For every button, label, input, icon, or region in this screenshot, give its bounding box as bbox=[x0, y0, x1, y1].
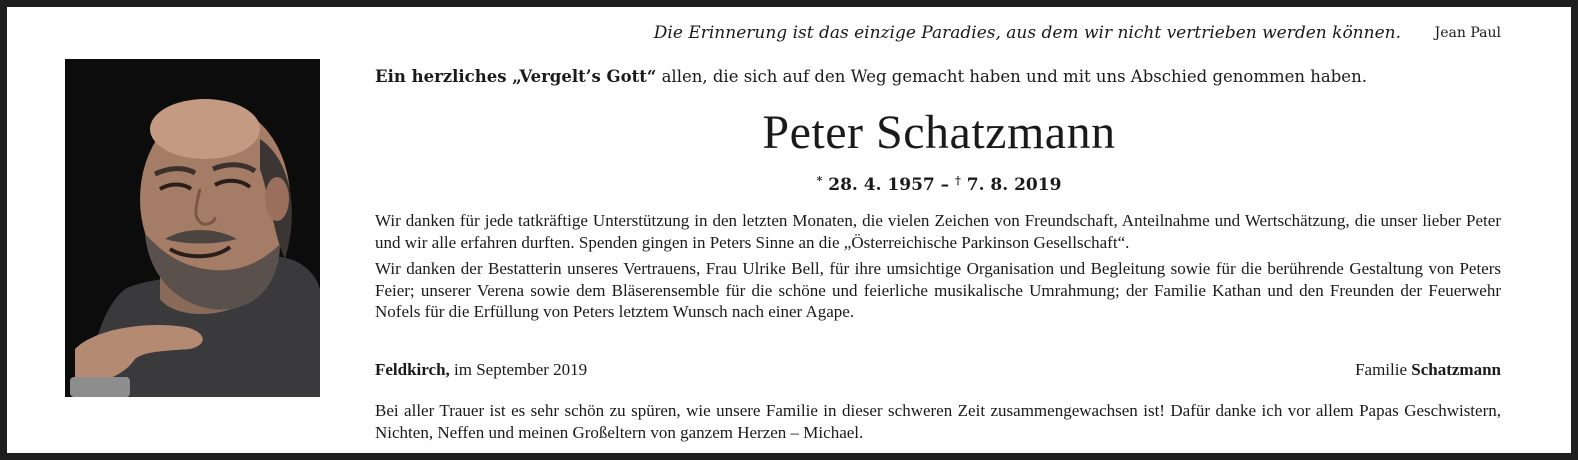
thanks-line bbox=[375, 67, 1367, 86]
thanks-line-bold: Ein herzliches „Vergelt’s Gott“ bbox=[375, 67, 657, 86]
life-dates bbox=[377, 174, 1501, 195]
thanks-line-rest: allen, die sich auf den Weg gemacht haben und mit uns Abschied genommen haben. bbox=[656, 67, 1367, 86]
thanks-paragraph: Wir danken der Bestatterin unseres Vertrauens, Frau Ulrike Bell, für ihre umsichtige Organisation und Begleitung sowie für die berührende Gestaltung von Peters Feier; unserer Verena sowie dem Bläserensemble für die schöne und feierliche musikalische Umrahmung; der Familie Kathan und den Freunden der Feuerwehr Nofels für die Erfüllung von Peters letztem Wunsch nach einer Agape. bbox=[375, 259, 1501, 321]
birth-date: 28. 4. 1957 – bbox=[822, 175, 956, 195]
portrait-illustration bbox=[65, 59, 320, 397]
deceased-name: Peter Schatzmann bbox=[762, 106, 1116, 159]
quote-row bbox=[367, 23, 1501, 51]
place-bold: Feldkirch, bbox=[375, 360, 450, 379]
death-date: 7. 8. 2019 bbox=[960, 175, 1062, 195]
place-date bbox=[375, 360, 587, 380]
quote-author: Jean Paul bbox=[1434, 25, 1501, 41]
portrait-photo bbox=[65, 59, 320, 397]
quote-text: Die Erinnerung ist das einzige Paradies, aus dem wir nicht vertrieben werden können. bbox=[653, 23, 1401, 43]
family-signature bbox=[1355, 360, 1501, 380]
thanks-body bbox=[375, 210, 1501, 328]
death-symbol: † bbox=[955, 174, 961, 187]
postscript: Bei aller Trauer ist es sehr schön zu spüren, wie unsere Familie in dieser schweren Zeit zusammengewachsen ist! Dafür danke ich vor allem Papas Geschwistern, Nichten, Neffen und meinen Großeltern von ganzem Herzen – Michael. bbox=[375, 401, 1501, 442]
thanks-paragraph: Wir danken für jede tatkräftige Unterstützung in den letzten Monaten, die vielen Zeichen von Freundschaft, Anteilnahme und Wertschätzung, die unser lieber Peter und wir alle erfahren durften. Spenden gingen in Peters Sinne an die „Österreichische Parkinson Gesellschaft“. bbox=[375, 211, 1501, 252]
birth-symbol: * bbox=[816, 174, 823, 187]
family-prefix: Familie bbox=[1355, 360, 1412, 379]
place-rest: im September 2019 bbox=[449, 360, 588, 379]
family-name: Schatzmann bbox=[1411, 360, 1501, 379]
